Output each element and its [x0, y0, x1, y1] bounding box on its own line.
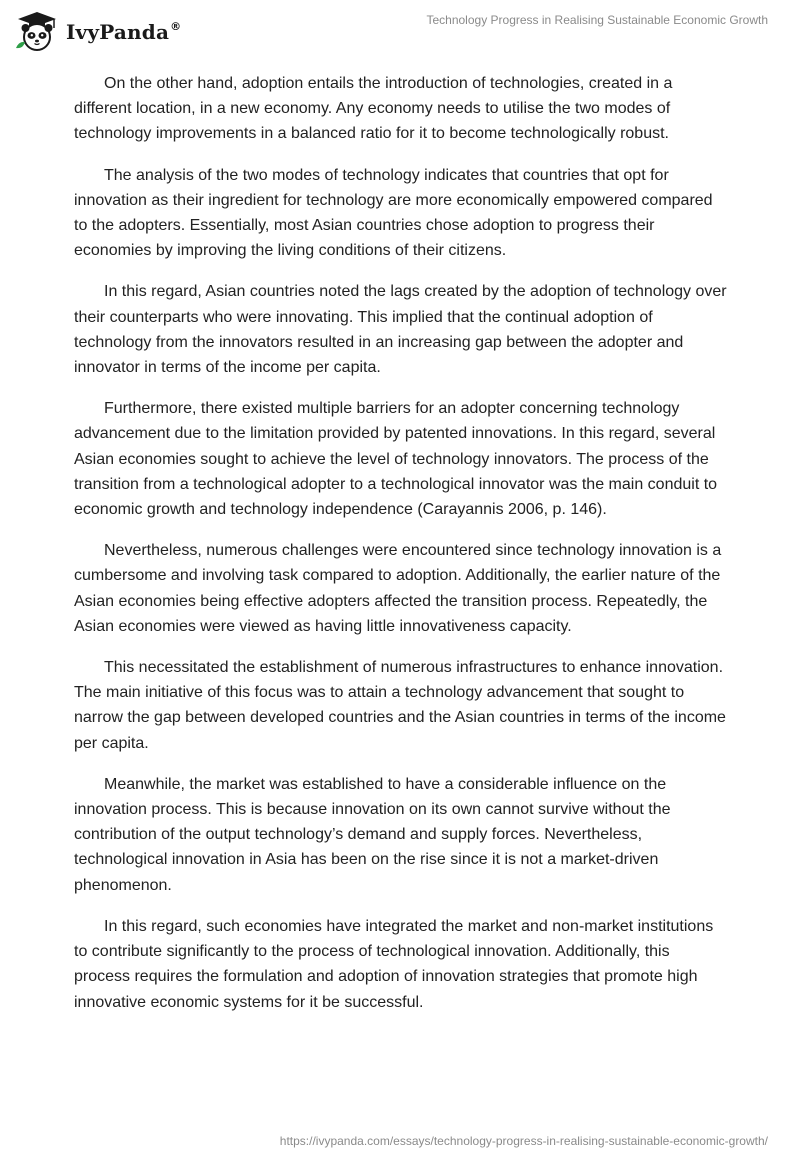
- page-header: [0, 0, 800, 60]
- brand-logo[interactable]: [14, 8, 181, 54]
- paragraph: Nevertheless, numerous challenges were encountered since technology innovation is a cumbersome and involving task compared to adoption. Additionally, the earlier nature of the Asian economies being effective adopters affected the transition process. Repeatedly, the Asian economies were viewed as having little innovativeness capacity.: [74, 542, 722, 635]
- paragraph: On the other hand, adoption entails the introduction of technologies, created in a different location, in a new economy. Any economy needs to utilise the two modes of technology improvements in a balanced ratio for it to become technologically robust.: [74, 75, 673, 143]
- paragraph: In this regard, Asian countries noted the lags created by the adoption of technology over their counterparts who were innovating. This implied that the continual adoption of technology from the innovators resulted in an increasing gap between the adopter and innovator in terms of the income per capita.: [74, 283, 727, 377]
- brand-name: IvyPanda®: [66, 20, 182, 44]
- paragraph: This necessitated the establishment of numerous infrastructures to enhance innovation. The main initiative of this focus was to attain a technology advancement that sought to narrow the gap between developed countries and the Asian countries in terms of the income per capita.: [74, 659, 726, 752]
- paragraph: In this regard, such economies have integrated the market and non-market institutions to contribute significantly to the process of technological innovation. Additionally, this process requires the formulation and adoption of innovation strategies that promote high innovative economic systems for it be successful.: [74, 917, 714, 1011]
- panda-graduate-icon: [14, 8, 60, 54]
- document-title: Technology Progress in Realising Sustainable Economic Growth: [426, 13, 768, 27]
- paragraph: The analysis of the two modes of technology indicates that countries that opt for innovation as their ingredient for technology are more economically empowered compared to the adopters. Essentially, most Asian countries chose adoption to progress their economies by improving the living conditions of their citizens.: [74, 166, 713, 260]
- paragraph: Furthermore, there existed multiple barriers for an adopter concerning technology advancement due to the limitation provided by patented innovations. In this regard, several Asian economies sought to achieve the level of technology innovators. The process of the transition from a technological adopter to a technological innovator was the main conduit to economic growth and technology independence (Carayannis 2006, p. 146).: [74, 400, 718, 519]
- paragraph: Meanwhile, the market was established to have a considerable influence on the innovation process. This is because innovation on its own cannot survive without the contribution of the output technology’s demand and supply forces. Nevertheless, technological innovation in Asia has been on the rise since it is not a market-driven phenomenon.: [74, 775, 671, 894]
- essay-body: [74, 71, 730, 1031]
- source-url[interactable]: https://ivypanda.com/essays/technology-progress-in-realising-sustainable-economic-growth/: [279, 1134, 768, 1148]
